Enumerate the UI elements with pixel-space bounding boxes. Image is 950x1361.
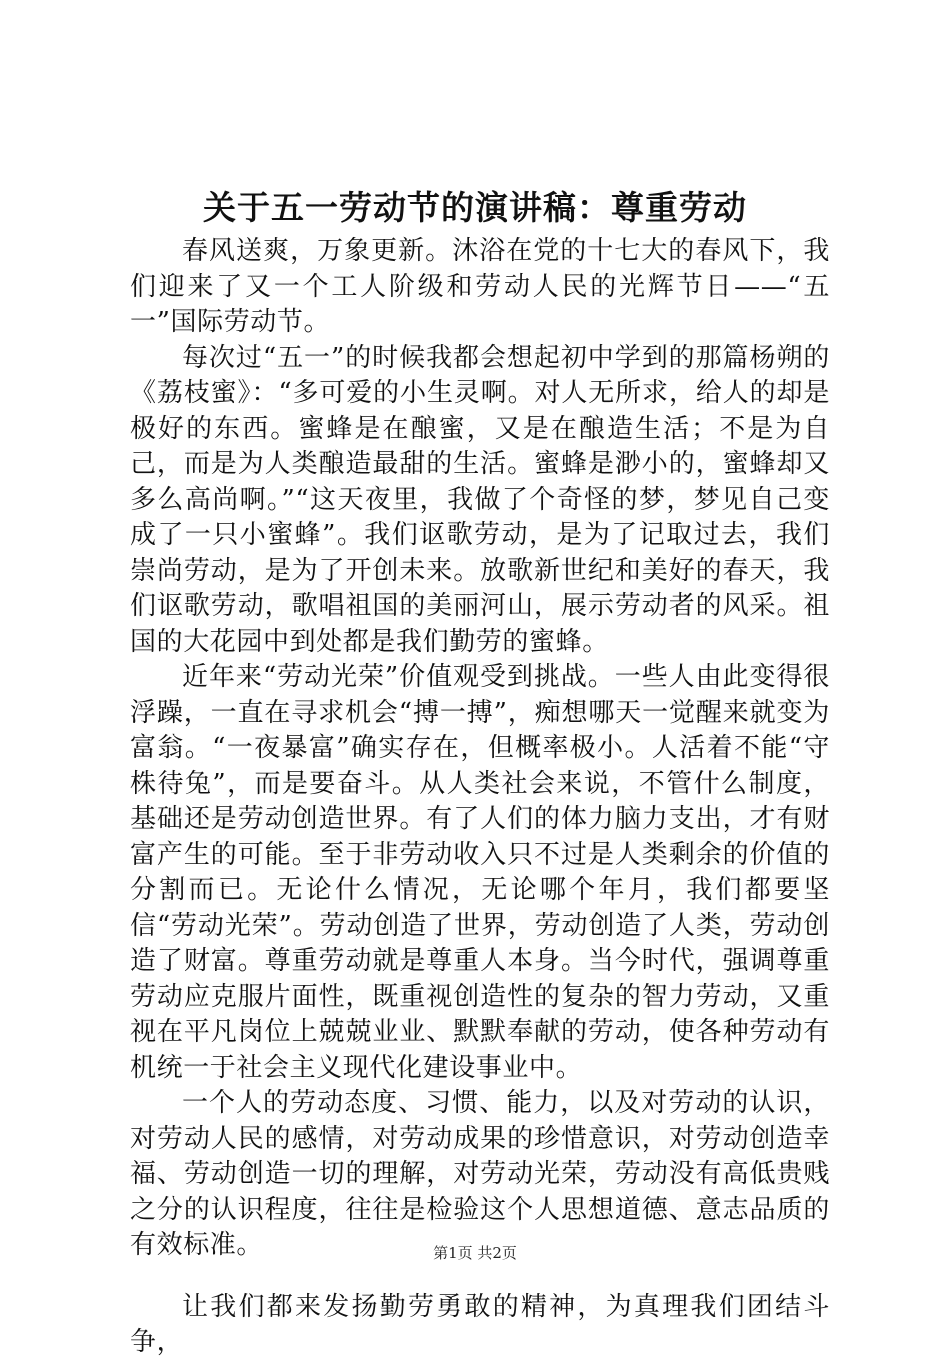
paragraph-3: 近年来“劳动光荣”价值观受到挑战。一些人由此变得很浮躁，一直在寻求机会“搏一搏”，痴想哪天一觉醒来就变为富翁。“一夜暴富”确实存在，但概率极小。人活着不能“守株待兔”，而是要奋斗。从人类社会来说，不管什么制度，基础还是劳动创造世界。有了人们的体力脑力支出，才有财富产生的可能。至于非劳动收入只不过是人类剩余的价值的分割而已。无论什么情况，无论哪个年月，我们都要坚信“劳动光荣”。劳动创造了世界，劳动创造了人类，劳动创造了财富。尊重劳动就是尊重人本身。当今时代，强调尊重劳动应克服片面性，既重视创造性的复杂的智力劳动，又重视在平凡岗位上兢兢业业、默默奉献的劳动，使各种劳动有机统一于社会主义现代化建设事业中。 — [130, 662, 830, 1083]
page-footer: 第1页 共2页 — [433, 1244, 517, 1262]
paragraph-1: 春风送爽，万象更新。沐浴在党的十七大的春风下，我们迎来了又一个工人阶级和劳动人民的光辉节日——“五一”国际劳动节。 — [130, 236, 830, 337]
document-body — [130, 234, 830, 1361]
paragraph-5: 让我们都来发扬勤劳勇敢的精神，为真理我们团结斗争， — [130, 1291, 830, 1357]
paragraph-4: 一个人的劳动态度、习惯、能力，以及对劳动的认识，对劳动人民的感情，对劳动成果的珍惜意识，对劳动创造幸福、劳动创造一切的理解，对劳动光荣，劳动没有高低贵贱之分的认识程度，往往是检验这个人思想道德、意志品质的有效标准。 — [130, 1088, 830, 1260]
paragraph-2: 每次过“五一”的时候我都会想起初中学到的那篇杨朔的《荔枝蜜》：“多可爱的小生灵啊。对人无所求，给人的却是极好的东西。蜜蜂是在酿蜜，又是在酿造生活；不是为自己，而是为人类酿造最甜的生活。蜜蜂是渺小的，蜜蜂却又多么高尚啊。”“这天夜里，我做了个奇怪的梦，梦见自己变成了一只小蜜蜂”。我们讴歌劳动，是为了记取过去，我们崇尚劳动，是为了开创未来。放歌新世纪和美好的春天，我们讴歌劳动，歌唱祖国的美丽河山，展示劳动者的风采。祖国的大花园中到处都是我们勤劳的蜜蜂。 — [130, 342, 830, 657]
document-title: 关于五一劳动节的演讲稿：尊重劳动 — [203, 188, 747, 227]
